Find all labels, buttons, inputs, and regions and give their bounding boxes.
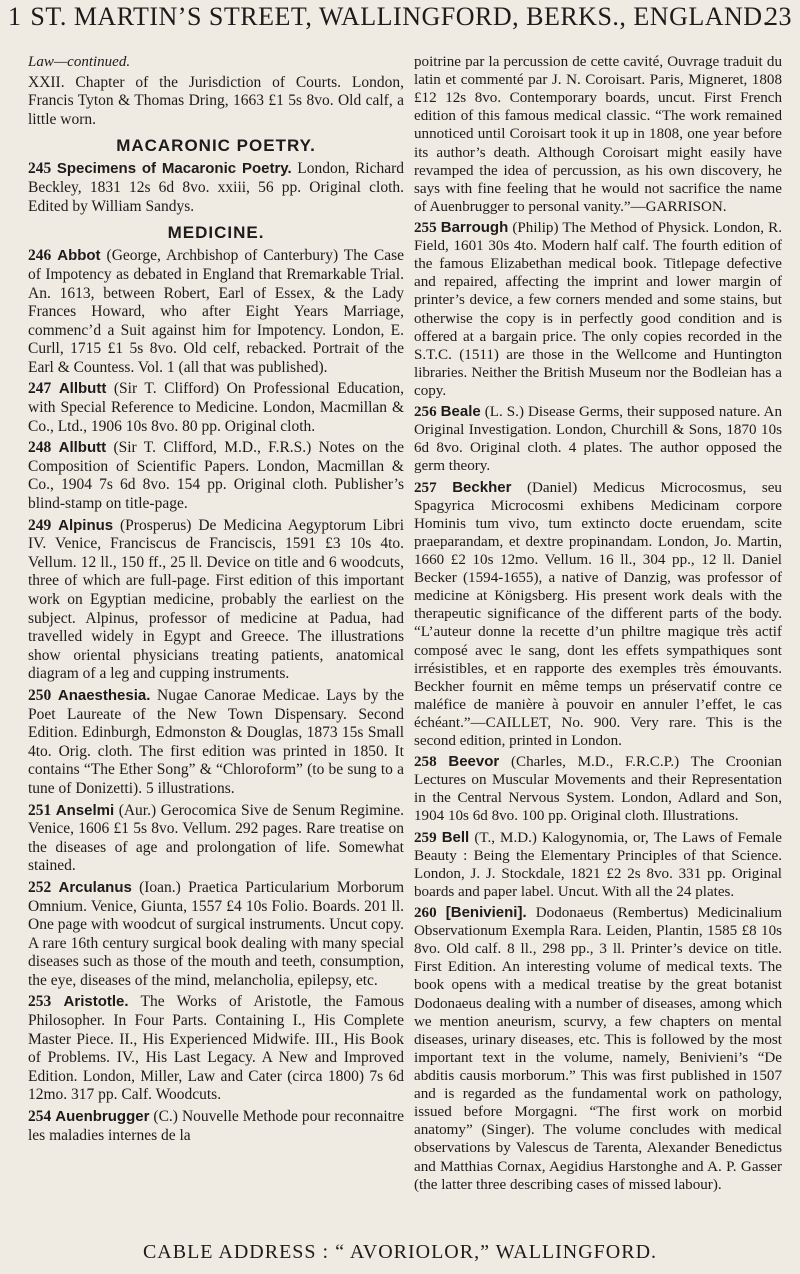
- catalogue-entry: [28, 1108, 404, 1145]
- entry-text: (L. S.) Disease Germs, their supposed nature. An Original Investigation. London, Churchill & Sons, 1870 10s 6d 8vo. Original cloth. 4 plates. The author opposed the germ theory.: [414, 404, 782, 475]
- entry-text: The Works of Aristotle, the Famous Philosopher. In Four Parts. Containing I., His Complete Master Piece. II., His Experienced Midwife. III., His Book of Problems. IV., His Last Legacy. A New and Improved Edition. London, Miller, Law and Cater (circa 1800) 7s 6d 12mo. 317 pp. Calf. Woodcuts.: [28, 993, 404, 1104]
- entry-heading: Abbot: [57, 247, 101, 265]
- entry-heading: Beckher: [452, 478, 512, 496]
- catalogue-entry: [28, 160, 404, 216]
- catalogue-entry: [28, 247, 404, 377]
- entry-heading: Bell: [441, 828, 470, 846]
- catalogue-entry: [28, 74, 404, 130]
- entry-number: 246: [28, 247, 52, 265]
- entry-number: 257: [414, 479, 437, 496]
- entry-number: 258: [414, 754, 437, 771]
- left-page-number: 1: [8, 2, 22, 31]
- entry-text: (Aur.) Gerocomica Sive de Senum Regimine. Venice, 1606 £1 5s 8vo. Vellum. 292 pages. Rare treatise on the diseases of age and prolongation of life. Somewhat stained.: [28, 801, 404, 875]
- entry-text: London, Richard Beckley, 1831 12s 6d 8vo. xxiii, 56 pp. Original cloth. Edited by William Sandys.: [28, 160, 404, 215]
- entry-text: (T., M.D.) Kalogynomia, or, The Laws of Female Beauty : Being the Elementary Principles of that Science. London, J. J. Stockdale, 1821 £2 2s 8vo. 331 pp. Original boards and paper label. Uncut. With all the 24 plates.: [414, 829, 782, 900]
- entry-number: 260: [414, 905, 437, 922]
- right-column: [414, 53, 782, 1230]
- entry-number: 259: [414, 829, 437, 846]
- entry-text: (Prosperus) De Medicina Aegyptorum Libri IV. Venice, Franciscus de Franciscis, 1591 £3 10s 4to. Vellum. 12 ll., 150 ff., 25 ll. Device on title and 6 woodcuts, three of which are full-page. First edition of this important work on Egyptian medicine, probably the earliest on the subject. Alpinus, professor of medicine at Padua, had travelled widely in Egypt and Greece. The illustrations show oriental physicians treating patients, anatomical diagram of a leg and cupping instruments.: [28, 516, 404, 683]
- entry-heading: Arculanus: [58, 878, 132, 896]
- catalogue-entry: [414, 53, 782, 216]
- page-header: [0, 2, 800, 32]
- entry-number: 256: [414, 404, 437, 421]
- entry-heading: Anselmi: [55, 801, 115, 819]
- catalogue-entry: [28, 687, 404, 799]
- entry-text: (C.) Nouvelle Methode pour reconnaitre les maladies internes de la: [28, 1108, 404, 1144]
- catalogue-entry: [28, 517, 404, 684]
- left-entries: [28, 74, 404, 1146]
- entry-text: (Charles, M.D., F.R.C.P.) The Croonian Lectures on Muscular Movements and their Representation in the Central Nervous System. London, Adlard and Son, 1904 10s 6d 8vo. 100 pp. Original cloth. Illustrations.: [414, 754, 782, 825]
- entry-number: 250: [28, 686, 52, 704]
- entry-number: 254: [28, 1108, 52, 1126]
- entry-text: (Daniel) Medicus Microcosmus, seu Spagyrica Microcosmi exhibens Medicinam corpore Hominis tum vivo, tum extincto docte eruendam, scite praeparandam, et dextre propinandam. London, Jo. Martin, 1660 £2 10s 12mo. Vellum. 16 ll., 304 pp., 12 ll. Daniel Becker (1594-1655), a native of Danzig, was professor of medicine at Königsberg. His present work deals with the therapeutic significance of the different parts of the body. “L’auteur donne la recette d’un philtre magique très actif composé avec le sang, dont les effets sympathiques sont irrésistibles, et en rapporte des exemples très émouvants. Beckher fournit en même temps un préservatif contre ce maléfice de manière à pouvoir en annuler l’effet, le cas échéant.”—CAILLET, No. 900. Very rare. This is the second edition, printed in London.: [414, 479, 782, 750]
- entry-heading: [Benivieni].: [445, 904, 527, 922]
- entry-text: XXII. Chapter of the Jurisdiction of Courts. London, Francis Tyton & Thomas Dring, 1663 £1 5s 8vo. Old calf, a little worn.: [28, 73, 404, 128]
- entry-heading: Allbutt: [58, 380, 107, 398]
- catalogue-entry: [28, 879, 404, 991]
- entry-text: poitrine par la percussion de cette cavité, Ouvrage traduit du latin et commenté par J. N. Coroisart. Paris, Migneret, 1808 £12 12s 8vo. Contemporary boards, uncut. First French edition of this famous medical classic. “The work remained unnoticed until Coroisart took it up in 1808, one year before its author’s death. Although Coroisart might easily have revamped the idea of percussion, as his own discovery, he says with fine feeling that he would not sacrifice the name of Auenbrugger to personal vanity.”—GARRISON.: [414, 54, 782, 215]
- catalogue-entry: [414, 219, 782, 400]
- entry-text: (Ioan.) Praetica Particularium Morborum Omnium. Venice, Giunta, 1557 £4 10s Folio. Boards. 201 ll. One page with woodcut of surgical instruments. Uncut copy. A rare 16th century surgical book dealing with many special diseases such as those of the mouth and teeth, consumption, the eye, diseases of the mind, melancholia, epilepsy, etc.: [28, 878, 404, 989]
- catalogue-entry: [414, 479, 782, 751]
- catalogue-entry: [414, 904, 782, 1194]
- entry-number: 248: [28, 439, 52, 457]
- entry-heading: Beale: [440, 403, 481, 421]
- entry-heading: Auenbrugger: [55, 1108, 150, 1126]
- entry-heading: Aristotle.: [63, 993, 129, 1011]
- entry-heading: Beevor: [448, 753, 500, 771]
- entry-number: 249: [28, 516, 52, 534]
- continued-heading: Law—continued.: [28, 54, 131, 70]
- entry-number: 253: [28, 993, 52, 1011]
- entry-number: 247: [28, 380, 52, 398]
- catalogue-entry: [28, 439, 404, 513]
- header-address: ST. MARTIN’S STREET, WALLINGFORD, BERKS., ENGLAND.: [30, 2, 770, 31]
- left-column: [28, 53, 404, 1230]
- entry-heading: Alpinus: [58, 516, 114, 534]
- section-heading: MACARONIC POETRY.: [116, 136, 316, 156]
- catalogue-entry: [28, 380, 404, 436]
- entry-heading: Anaesthesia.: [57, 686, 151, 704]
- right-entries: [414, 53, 782, 1194]
- entry-number: 245: [28, 160, 52, 178]
- entry-heading: Allbutt: [58, 439, 107, 457]
- entry-text: (Sir T. Clifford) On Professional Education, with Special Reference to Medicine. London, Macmillan & Co., Ltd., 1906 10s 8vo. 80 pp. Original cloth.: [28, 380, 404, 435]
- entry-number: 251: [28, 801, 52, 819]
- page-number: 23: [765, 2, 792, 31]
- section-heading: MEDICINE.: [167, 223, 265, 243]
- entry-text: Nugae Canorae Medicae. Lays by the Poet Laureate of the New Town Dispensary. Second Edition. Edinburgh, Edmonston & Douglas, 1873 15s Small 4to. Orig. cloth. The first edition was printed in 1850. It contains “The Ether Song” & “Chloroform” (to be sung to a tune of Donizetti). 5 illustrations.: [28, 686, 404, 797]
- catalogue-entry: [28, 802, 404, 876]
- entry-text: (Sir T. Clifford, M.D., F.R.S.) Notes on the Composition of Scientific Papers. London, Macmillan & Co., 1904 7s 6d 8vo. 154 pp. Original cloth. Publisher’s blind-stamp on title-page.: [28, 439, 404, 513]
- catalogue-entry: [414, 829, 782, 901]
- page-footer: CABLE ADDRESS : “ AVORIOLOR,” WALLINGFORD.: [142, 1241, 658, 1263]
- catalogue-entry: [28, 993, 404, 1105]
- entry-text: (George, Archbishop of Canterbury) The Case of Impotency as debated in England that Rremarkable Trial. An. 1613, between Robert, Earl of Essex, & the Lady Frances Howard, who after Eight Years Marriage, commenc’d a Suit against him for Impotency. London, E. Curll, 1715 £1 5s 8vo. Old celf, rebacked. Portrait of the Earl & Countess. Vol. 1 (all that was published).: [28, 247, 404, 376]
- catalogue-entry: [414, 753, 782, 825]
- entry-number: 252: [28, 878, 52, 896]
- entry-text: (Philip) The Method of Physick. London, R. Field, 1601 30s 4to. Modern half calf. The fourth edition of the famous Elizabethan medical book. Titlepage defective and repaired, affecting the imprint and lower margin of printer’s device, a few corners mended and some stains, but otherwise the copy is in perfectly good condition and is offered at a bargain price. The only copies recorded in the S.T.C. (1511) are those in the Wellcome and Huntington libraries. Neither the British Museum nor the Bodleian has a copy.: [414, 219, 782, 399]
- entry-number: 255: [414, 219, 437, 236]
- entry-heading: Specimens of Macaronic Poetry.: [56, 160, 292, 178]
- entry-heading: Barrough: [440, 218, 509, 236]
- entry-text: Dodonaeus (Rembertus) Medicinalium Observationum Exempla Rara. Leiden, Plantin, 1585 £8 10s 8vo. Old calf. 8 ll., 298 pp., 3 ll. Printer’s device on title. First Edition. An interesting volume of medical texts. The book opens with a medical treatise by the great botanist Dodonaeus dealing with a number of diseases, among which we mention aneurism, scurvy, a few chapters on mental diseases, urinary diseases, etc. This is followed by the most important text in the volume, namely, Benivieni’s “De abditis causis morborum.” This was first published in 1507 and is regarded as the fundamental work on pathology, issued before Morgagni. “The first work on morbid anatomy” (Singer). The volume concludes with medical observations by Valescus de Tarenta, Alexander Benedictus and Matthias Cornax, Aegidius Harstonghe and A. P. Gasser (the latter three describing cases of missed labour).: [414, 905, 782, 1193]
- catalogue-entry: [414, 403, 782, 475]
